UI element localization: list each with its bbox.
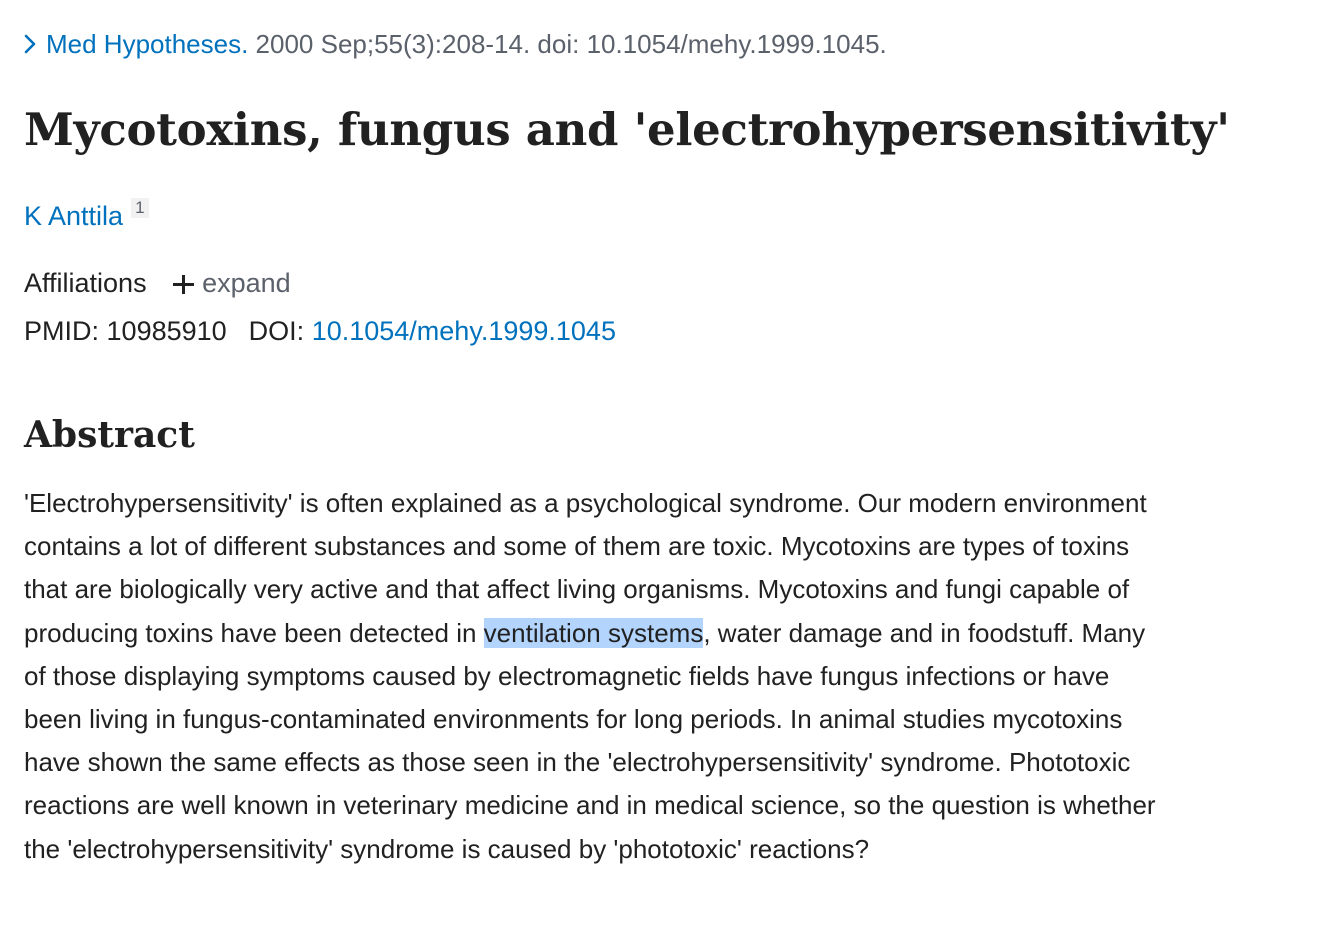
plus-icon: [172, 273, 194, 295]
affiliations-label: Affiliations: [24, 268, 147, 298]
abstract-text-segment: producing toxins have been detected in: [24, 617, 484, 648]
abstract-text: [24, 482, 1314, 871]
identifiers-row: [24, 313, 616, 349]
abstract-line: reactions are well known in veterinary medicine and in medical science, so the question is whether: [24, 790, 1156, 821]
article-title: Mycotoxins, fungus and 'electrohypersensitivity': [24, 103, 1230, 156]
chevron-right-icon: [24, 34, 36, 54]
abstract-line: contains a lot of different substances and some of them are toxic. Mycotoxins are types of toxins: [24, 531, 1130, 562]
abstract-line: the 'electrohypersensitivity' syndrome is caused by 'phototoxic' reactions?: [24, 833, 870, 864]
expand-affiliations-button[interactable]: [172, 268, 291, 298]
affiliations-row: [24, 265, 291, 301]
abstract-line: that are biologically very active and that affect living organisms. Mycotoxins and fungi capable of: [24, 574, 1130, 605]
abstract-heading: Abstract: [24, 414, 195, 456]
journal-link[interactable]: Med Hypotheses.: [46, 29, 249, 59]
expand-label: expand: [202, 268, 291, 298]
selected-text-highlight: ventilation systems: [483, 617, 704, 648]
citation-details: 2000 Sep;55(3):208-14. doi: 10.1054/mehy.1999.1045.: [248, 29, 887, 59]
doi-label: DOI:: [248, 316, 305, 346]
affiliation-ref-badge[interactable]: 1: [131, 198, 148, 218]
abstract-line: been living in fungus-contaminated environments for long periods. In animal studies mycotoxins: [24, 704, 1123, 735]
abstract-line: 'Electrohypersensitivity' is often explained as a psychological syndrome. Our modern environment: [24, 488, 1147, 518]
pmid-label: PMID:: [24, 316, 100, 346]
journal-citation: [24, 26, 887, 62]
author-list: [24, 198, 149, 234]
doi-link[interactable]: 10.1054/mehy.1999.1045: [311, 316, 616, 346]
pmid-value: 10985910: [106, 316, 227, 346]
abstract-line: [24, 612, 1314, 655]
abstract-text-segment: , water damage and in foodstuff. Many: [703, 617, 1146, 648]
author-link[interactable]: K Anttila: [24, 201, 124, 231]
abstract-line: of those displaying symptoms caused by electromagnetic fields have fungus infections or have: [24, 660, 1110, 691]
abstract-line: have shown the same effects as those seen in the 'electrohypersensitivity' syndrome. Phototoxic: [24, 747, 1131, 778]
